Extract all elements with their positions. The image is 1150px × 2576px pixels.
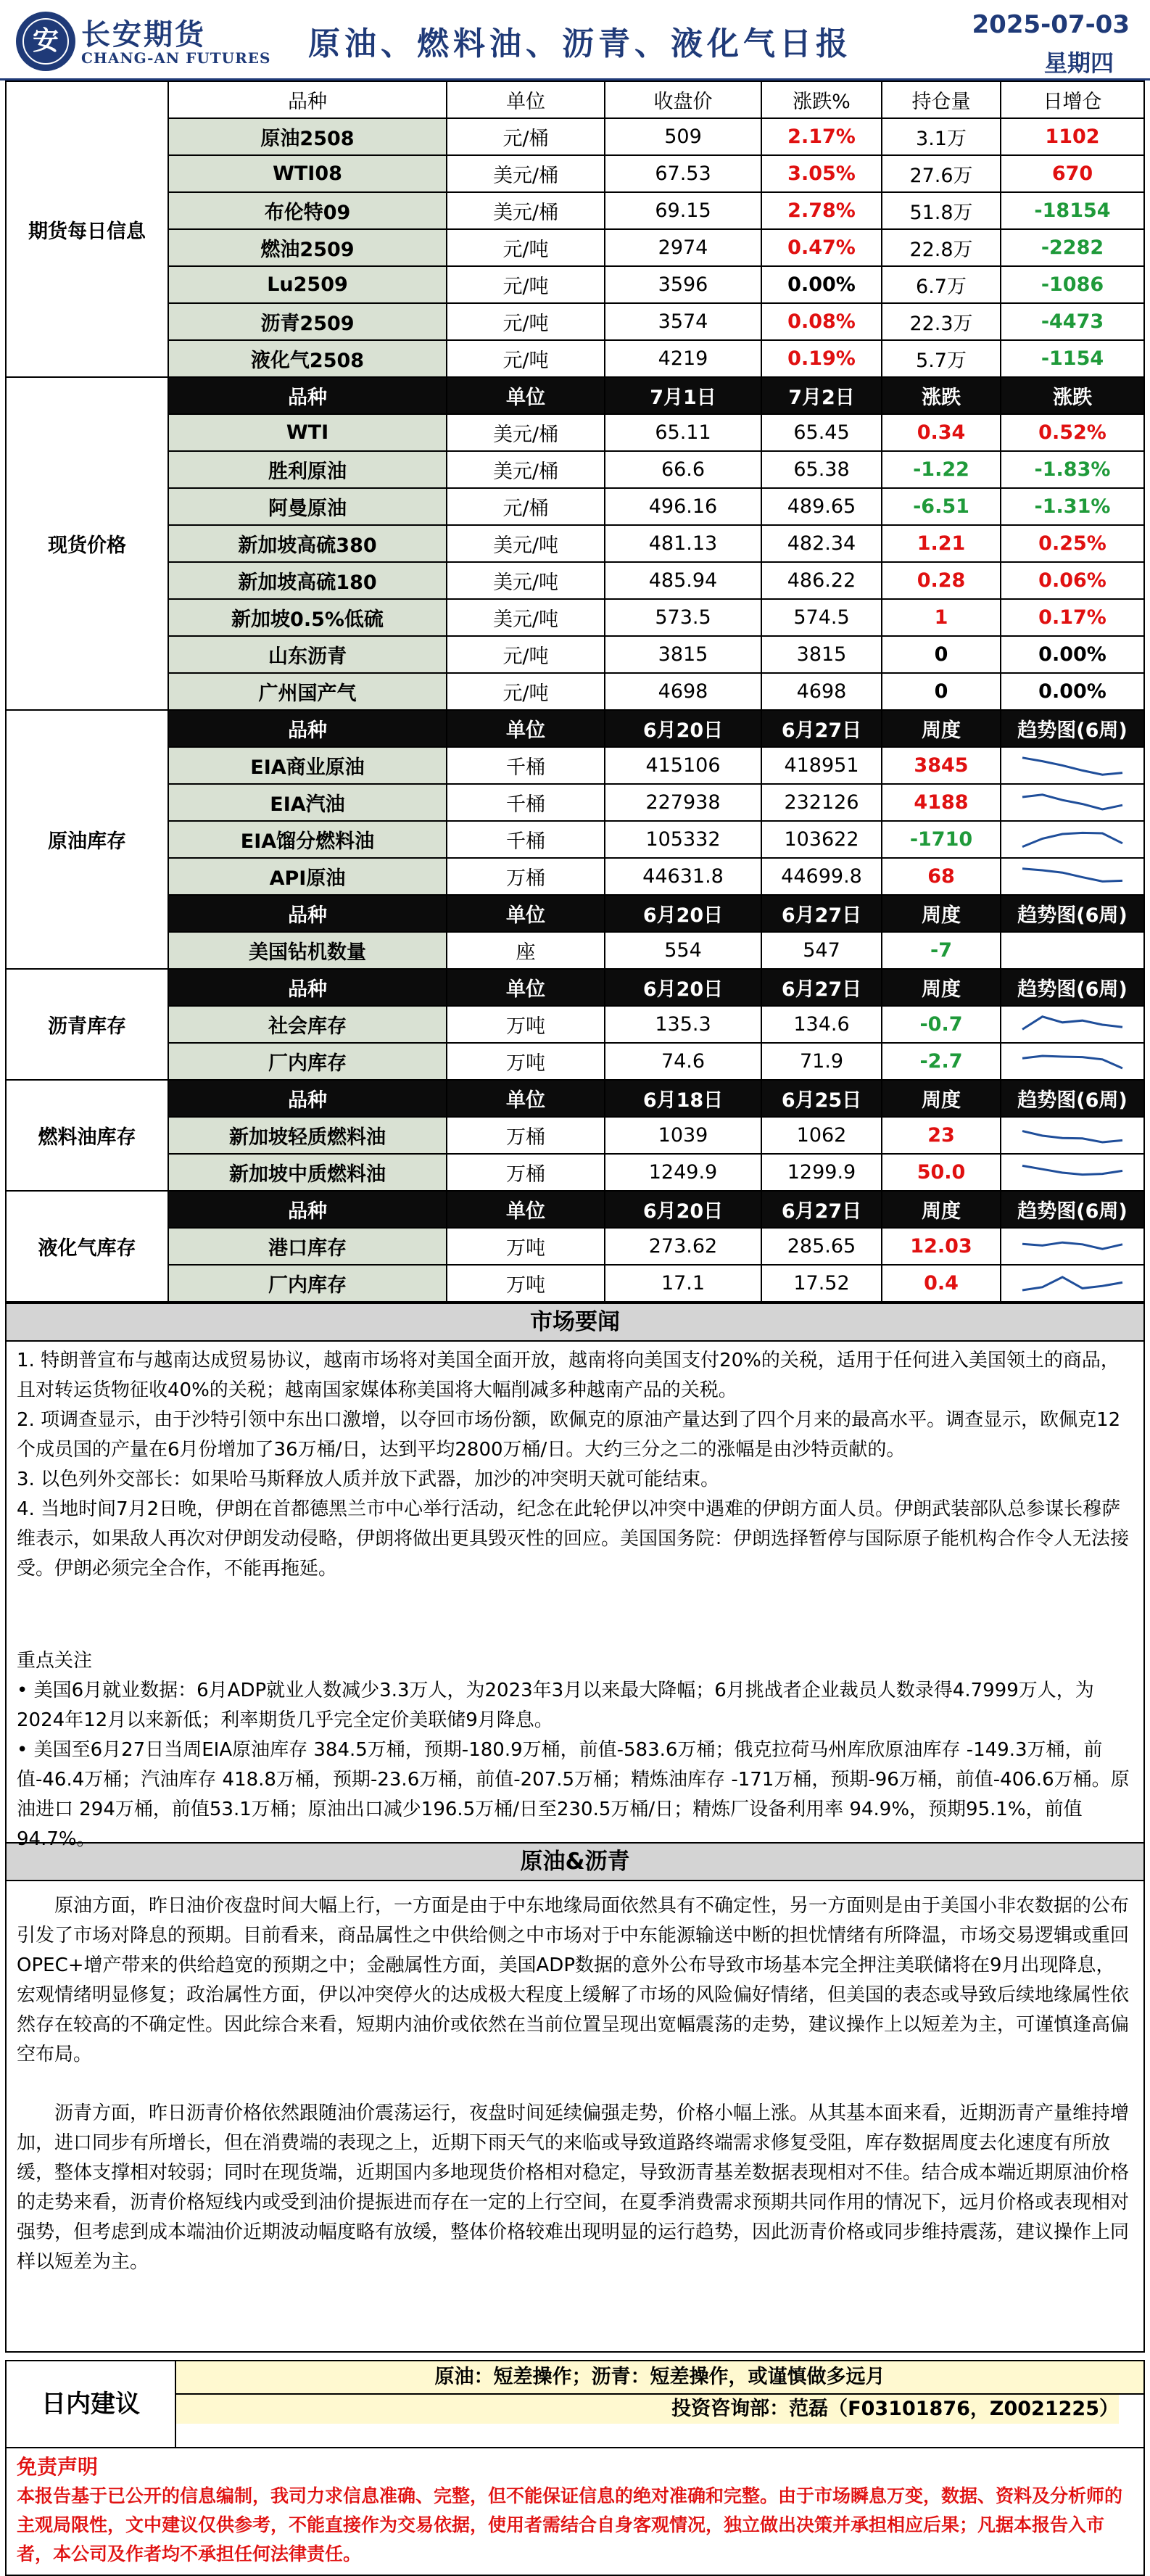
price-change: 0 — [882, 673, 1001, 710]
price-change: 0.34 — [882, 414, 1001, 451]
inventory-name: EIA汽油 — [168, 784, 447, 821]
unit-cell: 万桶 — [447, 1117, 605, 1154]
inventory-prev: 74.6 — [605, 1043, 761, 1080]
contract-name: 布伦特09 — [168, 192, 447, 229]
rig-count-name: 美国钻机数量 — [168, 932, 447, 969]
spot-name: 山东沥青 — [168, 636, 447, 673]
change-pct: 0.47% — [761, 229, 882, 266]
table-row — [6, 599, 1144, 636]
contract-name: 液化气2508 — [168, 340, 447, 377]
section-label: 沥青库存 — [6, 969, 168, 1080]
disclaimer-title: 免责声明 — [17, 2455, 99, 2479]
trend-line — [1022, 1056, 1122, 1068]
market-data-table — [5, 80, 1145, 1303]
table-row — [6, 747, 1144, 784]
weekly-change: -2.7 — [882, 1043, 1001, 1080]
unit-cell: 元/吨 — [447, 266, 605, 303]
inventory-name: API原油 — [168, 858, 447, 895]
header-cell: 趋势图(6周) — [1001, 969, 1144, 1006]
header-cell: 周度 — [882, 895, 1001, 932]
section-label: 燃料油库存 — [6, 1080, 168, 1191]
inventory-prev: 415106 — [605, 747, 761, 784]
spot-header-row — [6, 377, 1144, 414]
inventory-latest: 1062 — [761, 1117, 882, 1154]
unit-cell: 美元/吨 — [447, 525, 605, 562]
daily-oi-change: -18154 — [1001, 192, 1144, 229]
trend-sparkline — [1018, 788, 1127, 817]
rig-prev: 554 — [605, 932, 761, 969]
header-cell: 6月20日 — [605, 1191, 761, 1228]
header-cell: 6月27日 — [761, 895, 882, 932]
header-cell: 6月27日 — [761, 969, 882, 1006]
open-interest: 51.8万 — [882, 192, 1001, 229]
price-day1: 3815 — [605, 636, 761, 673]
news-item-2: 2. 项调查显示，由于沙特引领中东出口激增，以夺回市场份额，欧佩克的原油产量达到了四个月来的最高水平。调查显示，欧佩克12个成员国的产量在6月份增加了36万桶/日，达到平均2800万桶/日。大约三分之二的涨幅是由沙特贡献的。 — [17, 1409, 1121, 1461]
price-day2: 3815 — [761, 636, 882, 673]
price-change: -1.22 — [882, 451, 1001, 488]
news-item-3: 3. 以色列外交部长：如果哈马斯释放人质并放下武器，加沙的冲突明天就可能结束。 — [17, 1469, 720, 1490]
table-row — [6, 636, 1144, 673]
header-cell: 周度 — [882, 1080, 1001, 1117]
header-cell: 6月27日 — [761, 710, 882, 747]
table-row — [6, 1043, 1144, 1080]
table-row — [6, 414, 1144, 451]
header-cell: 单位 — [447, 1080, 605, 1117]
market-news-title: 市场要闻 — [5, 1303, 1145, 1342]
intraday-advice — [5, 2360, 1145, 2448]
unit-cell: 美元/桶 — [447, 192, 605, 229]
header-cell: 6月20日 — [605, 710, 761, 747]
header-cell: 涨跌 — [882, 377, 1001, 414]
header-cell: 涨跌 — [1001, 377, 1144, 414]
price-day1: 573.5 — [605, 599, 761, 636]
table-row — [6, 1154, 1144, 1191]
lpg_inv-header-row — [6, 1191, 1144, 1228]
weekly-change: 4188 — [882, 784, 1001, 821]
trend-sparkline — [1018, 1158, 1127, 1187]
trend-line — [1022, 1277, 1122, 1290]
focus-item-1: • 美国6月就业数据：6月ADP就业人数减少3.3万人，为2023年3月以来最大降幅；6月挑战者企业裁员人数录得4.7999万人，为2024年12月以来新低；利率期货几乎完全定价美联储9月降息。 — [17, 1680, 1094, 1731]
trend-cell — [1001, 1006, 1144, 1043]
inventory-name: 新加坡轻质燃料油 — [168, 1117, 447, 1154]
header-cell: 7月1日 — [605, 377, 761, 414]
price-day2: 489.65 — [761, 488, 882, 525]
inventory-latest: 232126 — [761, 784, 882, 821]
table-row — [6, 266, 1144, 303]
header-cell: 趋势图(6周) — [1001, 1191, 1144, 1228]
table-row — [6, 525, 1144, 562]
brand-name-cn: 长安期货 — [81, 18, 206, 51]
rig-latest: 547 — [761, 932, 882, 969]
open-interest: 3.1万 — [882, 118, 1001, 155]
unit-cell: 美元/吨 — [447, 599, 605, 636]
trend-sparkline — [1018, 862, 1127, 891]
advice-label: 日内建议 — [7, 2361, 176, 2447]
table-row — [6, 1006, 1144, 1043]
trend-sparkline — [1018, 1010, 1127, 1039]
weekly-change: -0.7 — [882, 1006, 1001, 1043]
change-pct: 0.19% — [761, 340, 882, 377]
trend-cell — [1001, 1043, 1144, 1080]
header-cell: 6月27日 — [761, 1191, 882, 1228]
contract-name: 沥青2509 — [168, 303, 447, 340]
inventory-name: EIA馏分燃料油 — [168, 821, 447, 858]
open-interest: 27.6万 — [882, 155, 1001, 192]
trend-line — [1022, 868, 1122, 881]
trend-line — [1022, 1131, 1122, 1142]
focus-title: 重点关注 — [17, 1650, 93, 1672]
header-cell: 品种 — [168, 710, 447, 747]
unit-cell: 美元/桶 — [447, 451, 605, 488]
contract-name: WTI08 — [168, 155, 447, 192]
daily-oi-change: 670 — [1001, 155, 1144, 192]
change-pct: 3.05% — [761, 155, 882, 192]
price-change-pct: 0.06% — [1001, 562, 1144, 599]
crude_inv-header-row — [6, 710, 1144, 747]
table-row — [6, 303, 1144, 340]
daily-oi-change: -1154 — [1001, 340, 1144, 377]
unit-cell: 美元/桶 — [447, 155, 605, 192]
unit-cell: 元/吨 — [447, 636, 605, 673]
weekly-change: 50.0 — [882, 1154, 1001, 1191]
unit-cell: 元/吨 — [447, 673, 605, 710]
advice-analyst: 投资咨询部：范磊（F03101876，Z0021225） — [176, 2395, 1119, 2424]
header-cell: 品种 — [168, 377, 447, 414]
unit-cell: 万桶 — [447, 1154, 605, 1191]
trend-line — [1022, 757, 1122, 774]
inventory-name: 港口库存 — [168, 1228, 447, 1265]
price-change-pct: -1.83% — [1001, 451, 1144, 488]
contract-name: Lu2509 — [168, 266, 447, 303]
unit-cell: 万桶 — [447, 858, 605, 895]
table-row — [6, 932, 1144, 969]
inventory-latest: 17.52 — [761, 1265, 882, 1302]
table-row — [6, 784, 1144, 821]
close-price: 3596 — [605, 266, 761, 303]
table-row — [6, 1228, 1144, 1265]
trend-cell — [1001, 821, 1144, 858]
close-price: 67.53 — [605, 155, 761, 192]
unit-cell: 千桶 — [447, 821, 605, 858]
price-day2: 65.45 — [761, 414, 882, 451]
price-day2: 574.5 — [761, 599, 882, 636]
weekly-change: 23 — [882, 1117, 1001, 1154]
table-row — [6, 673, 1144, 710]
inventory-latest: 1299.9 — [761, 1154, 882, 1191]
close-price: 4219 — [605, 340, 761, 377]
unit-cell: 元/吨 — [447, 340, 605, 377]
trend-cell-empty — [1001, 932, 1144, 969]
close-price: 69.15 — [605, 192, 761, 229]
news-item-4: 4. 当地时间7月2日晚，伊朗在首都德黑兰市中心举行活动，纪念在此轮伊以冲突中遇难的伊朗方面人员。伊朗武装部队总参谋长穆萨维表示，如果敌人再次对伊朗发动侵略，伊朗将做出更具毁灭性的回应。美国国务院：伊朗选择暂停与国际原子能机构合作令人无法接受。伊朗必须完全合作，不能再拖延。 — [17, 1498, 1130, 1580]
header-cell: 日增仓 — [1001, 81, 1144, 118]
table-row — [6, 451, 1144, 488]
spot-name: 胜利原油 — [168, 451, 447, 488]
inventory-prev: 227938 — [605, 784, 761, 821]
price-change-pct: 0.25% — [1001, 525, 1144, 562]
header-cell: 6月20日 — [605, 969, 761, 1006]
price-change: 1.21 — [882, 525, 1001, 562]
unit-cell: 万吨 — [447, 1265, 605, 1302]
inventory-prev: 44631.8 — [605, 858, 761, 895]
market-data-body — [6, 81, 1144, 1302]
header-cell: 持仓量 — [882, 81, 1001, 118]
inventory-latest: 103622 — [761, 821, 882, 858]
price-day1: 65.11 — [605, 414, 761, 451]
unit-cell: 万吨 — [447, 1228, 605, 1265]
header-cell: 单位 — [447, 1191, 605, 1228]
header-cell: 品种 — [168, 1191, 447, 1228]
trend-cell — [1001, 858, 1144, 895]
header-cell: 涨跌% — [761, 81, 882, 118]
inventory-latest: 285.65 — [761, 1228, 882, 1265]
spot-name: 新加坡高硫180 — [168, 562, 447, 599]
trend-cell — [1001, 1265, 1144, 1302]
daily-oi-change: -2282 — [1001, 229, 1144, 266]
header-cell: 周度 — [882, 1191, 1001, 1228]
daily-oi-change: -1086 — [1001, 266, 1144, 303]
change-pct: 0.00% — [761, 266, 882, 303]
unit-cell: 座 — [447, 932, 605, 969]
analysis-title: 原油&沥青 — [5, 1844, 1145, 1881]
market-news-box — [5, 1342, 1145, 1850]
unit-cell: 元/桶 — [447, 488, 605, 525]
asphalt_inv-header-row — [6, 969, 1144, 1006]
weekly-change: 0.4 — [882, 1265, 1001, 1302]
inventory-prev: 17.1 — [605, 1265, 761, 1302]
analysis-box — [5, 1881, 1145, 2353]
header-cell: 单位 — [447, 81, 605, 118]
inventory-prev: 1039 — [605, 1117, 761, 1154]
spot-name: 新加坡0.5%低硫 — [168, 599, 447, 636]
report-header — [0, 0, 1150, 80]
price-change: 1 — [882, 599, 1001, 636]
trend-line — [1022, 833, 1122, 846]
unit-cell: 元/吨 — [447, 303, 605, 340]
table-row — [6, 562, 1144, 599]
header-cell: 周度 — [882, 710, 1001, 747]
inventory-name: 社会库存 — [168, 1006, 447, 1043]
price-change-pct: 0.52% — [1001, 414, 1144, 451]
header-cell: 品种 — [168, 895, 447, 932]
contract-name: 燃油2509 — [168, 229, 447, 266]
price-day1: 485.94 — [605, 562, 761, 599]
trend-cell — [1001, 1154, 1144, 1191]
trend-sparkline — [1018, 1047, 1127, 1076]
disclaimer-box — [5, 2448, 1145, 2576]
inventory-name: 厂内库存 — [168, 1265, 447, 1302]
price-day2: 65.38 — [761, 451, 882, 488]
focus-item-2: • 美国至6月27日当周EIA原油库存 384.5万桶，预期-180.9万桶，前值-583.6万桶；俄克拉荷马州库欣原油库存 -149.3万桶，前值-46.4万桶；汽油库存 418.8万桶，预期-23.6万桶，前值-207.5万桶；精炼油库存 -171万桶，预期-96万桶，前值-406.6万桶。原油进口 294万桶，前值53.1万桶；原油出口减少196.5万桶/日至230.5万桶/日；精炼厂设备利用率 94.9%，预期95.1%，前值94.7%。 — [17, 1739, 1130, 1850]
table-row — [6, 229, 1144, 266]
table-row — [6, 1265, 1144, 1302]
weekly-change: 12.03 — [882, 1228, 1001, 1265]
header-cell: 趋势图(6周) — [1001, 710, 1144, 747]
price-change-pct: 0.17% — [1001, 599, 1144, 636]
section-label: 期货每日信息 — [6, 81, 168, 377]
inventory-name: 厂内库存 — [168, 1043, 447, 1080]
inventory-prev: 1249.9 — [605, 1154, 761, 1191]
header-cell: 品种 — [168, 1080, 447, 1117]
header-cell: 单位 — [447, 969, 605, 1006]
inventory-latest: 71.9 — [761, 1043, 882, 1080]
company-logo — [16, 12, 75, 71]
trend-sparkline — [1018, 751, 1127, 780]
trend-cell — [1001, 1228, 1144, 1265]
trend-line — [1022, 1016, 1122, 1029]
advice-strategy: 原油：短差操作；沥青：短差操作，或谨慎做多远月 — [176, 2361, 1143, 2395]
trend-line — [1022, 1242, 1122, 1249]
trend-sparkline — [1018, 1121, 1127, 1150]
header-cell: 单位 — [447, 377, 605, 414]
header-cell: 周度 — [882, 969, 1001, 1006]
header-cell: 6月18日 — [605, 1080, 761, 1117]
disclaimer-body: 本报告基于已公开的信息编制，我司力求信息准确、完整，但不能保证信息的绝对准确和完整。由于市场瞬息万变，数据、资料及分析师的主观局限性，文中建议仅供参考，不能直接作为交易依据，使用者需结合自身客观情况，独立做出决策并承担相应后果；凡据本报告入市者，本公司及作者均不承担任何法律责任。 — [17, 2485, 1123, 2564]
report-title: 原油、燃料油、沥青、液化气日报 — [308, 25, 852, 62]
open-interest: 22.8万 — [882, 229, 1001, 266]
weekly-change: 68 — [882, 858, 1001, 895]
inventory-prev: 273.62 — [605, 1228, 761, 1265]
fuel_inv-header-row — [6, 1080, 1144, 1117]
weekly-change: -1710 — [882, 821, 1001, 858]
news-item-1: 1. 特朗普宣布与越南达成贸易协议，越南市场将对美国全面开放，越南将向美国支付20%的关税，适用于任何进入美国领土的商品，且对转运货物征收40%的关税；越南国家媒体称美国将大幅削减多种越南产品的关税。 — [17, 1350, 1120, 1401]
price-day2: 486.22 — [761, 562, 882, 599]
price-change-pct: 0.00% — [1001, 636, 1144, 673]
change-pct: 0.08% — [761, 303, 882, 340]
rig-header-row — [6, 895, 1144, 932]
price-change-pct: 0.00% — [1001, 673, 1144, 710]
report-date: 2025-07-03 — [972, 10, 1130, 39]
section-label: 原油库存 — [6, 710, 168, 969]
spot-name: 新加坡高硫380 — [168, 525, 447, 562]
close-price: 3574 — [605, 303, 761, 340]
price-change-pct: -1.31% — [1001, 488, 1144, 525]
header-cell: 趋势图(6周) — [1001, 1080, 1144, 1117]
header-cell: 6月20日 — [605, 895, 761, 932]
inventory-prev: 135.3 — [605, 1006, 761, 1043]
table-row — [6, 192, 1144, 229]
logo-char: 安 — [32, 26, 59, 56]
spot-name: WTI — [168, 414, 447, 451]
unit-cell: 美元/桶 — [447, 414, 605, 451]
section-label: 液化气库存 — [6, 1191, 168, 1302]
table-row — [6, 155, 1144, 192]
inventory-latest: 44699.8 — [761, 858, 882, 895]
header-cell: 品种 — [168, 969, 447, 1006]
trend-sparkline — [1018, 1269, 1127, 1298]
price-day1: 4698 — [605, 673, 761, 710]
inventory-latest: 418951 — [761, 747, 882, 784]
price-change: 0.28 — [882, 562, 1001, 599]
price-day1: 481.13 — [605, 525, 761, 562]
trend-sparkline — [1018, 1232, 1127, 1261]
unit-cell: 美元/吨 — [447, 562, 605, 599]
unit-cell: 元/吨 — [447, 229, 605, 266]
trend-line — [1022, 794, 1122, 809]
trend-line — [1022, 1165, 1122, 1174]
inventory-name: EIA商业原油 — [168, 747, 447, 784]
unit-cell: 千桶 — [447, 747, 605, 784]
header-cell: 6月25日 — [761, 1080, 882, 1117]
price-day2: 4698 — [761, 673, 882, 710]
table-row — [6, 340, 1144, 377]
header-cell: 单位 — [447, 710, 605, 747]
spot-name: 广州国产气 — [168, 673, 447, 710]
inventory-prev: 105332 — [605, 821, 761, 858]
trend-cell — [1001, 747, 1144, 784]
spot-name: 阿曼原油 — [168, 488, 447, 525]
table-row — [6, 1117, 1144, 1154]
header-cell: 品种 — [168, 81, 447, 118]
section-label: 现货价格 — [6, 377, 168, 710]
unit-cell: 万吨 — [447, 1043, 605, 1080]
unit-cell: 千桶 — [447, 784, 605, 821]
table-row — [6, 858, 1144, 895]
weekly-change: 3845 — [882, 747, 1001, 784]
price-day1: 66.6 — [605, 451, 761, 488]
header-cell: 单位 — [447, 895, 605, 932]
contract-name: 原油2508 — [168, 118, 447, 155]
analysis-crude: 原油方面，昨日油价夜盘时间大幅上行，一方面是由于中东地缘局面依然具有不确定性，另一方面则是由于美国小非农数据的公布引发了市场对降息的预期。目前看来，商品属性之中供给侧之中市场对于中东能源输送中断的担忧情绪有所降温，市场交易逻辑或重回OPEC+增产带来的供给趋宽的预期之中；金融属性方面，美国ADP数据的意外公布导致市场基本完全押注美联储将在9月出现降息，宏观情绪明显修复；政治属性方面，伊以冲突停火的达成极大程度上缓解了市场的风险偏好情绪，但美国的表态或导致后续地缘属性依然存在较高的不确定性。因此综合来看，短期内油价或依然在当前位置呈现出宽幅震荡的走势，建议操作上以短差为主，可谨慎逢高偏空布局。 — [17, 1895, 1130, 2065]
close-price: 2974 — [605, 229, 761, 266]
trend-cell — [1001, 784, 1144, 821]
analysis-asphalt: 沥青方面，昨日沥青价格依然跟随油价震荡运行，夜盘时间延续偏强走势，价格小幅上涨。从其基本面来看，近期沥青产量维持增加，进口同步有所增长，但在消费端的表现之上，近期下雨天气的来临或导致道路终端需求修复受阻，库存数据周度去化速度有所放缓，整体支撑相对较弱；同时在现货端，近期国内多地现货价格相对稳定，导致沥青基差数据表现相对不佳。结合成本端近期原油价格的走势来看，沥青价格短线内或受到油价提振进而存在一定的上行空间，在夏季消费需求预期共同作用的情况下，远月价格或表现相对强势，但考虑到成本端油价近期波动幅度略有放缓，整体价格较难出现明显的运行趋势，因此沥青价格或同步维持震荡，建议操作上同样以短差为主。 — [17, 2102, 1130, 2273]
open-interest: 5.7万 — [882, 340, 1001, 377]
daily-oi-change: -4473 — [1001, 303, 1144, 340]
rig-weekly-change: -7 — [882, 932, 1001, 969]
inventory-name: 新加坡中质燃料油 — [168, 1154, 447, 1191]
daily-oi-change: 1102 — [1001, 118, 1144, 155]
price-day2: 482.34 — [761, 525, 882, 562]
unit-cell: 元/桶 — [447, 118, 605, 155]
brand-name-en: CHANG-AN FUTURES — [81, 49, 271, 67]
trend-sparkline — [1018, 825, 1127, 854]
header-cell: 趋势图(6周) — [1001, 895, 1144, 932]
report-weekday: 星期四 — [1043, 49, 1114, 77]
inventory-latest: 134.6 — [761, 1006, 882, 1043]
open-interest: 22.3万 — [882, 303, 1001, 340]
header-cell: 7月2日 — [761, 377, 882, 414]
table-row — [6, 488, 1144, 525]
price-change: -6.51 — [882, 488, 1001, 525]
table-row — [6, 821, 1144, 858]
open-interest: 6.7万 — [882, 266, 1001, 303]
trend-cell — [1001, 1117, 1144, 1154]
header-cell: 收盘价 — [605, 81, 761, 118]
change-pct: 2.17% — [761, 118, 882, 155]
change-pct: 2.78% — [761, 192, 882, 229]
price-day1: 496.16 — [605, 488, 761, 525]
table-row — [6, 118, 1144, 155]
futures-header-row — [6, 81, 1144, 118]
close-price: 509 — [605, 118, 761, 155]
price-change: 0 — [882, 636, 1001, 673]
unit-cell: 万吨 — [447, 1006, 605, 1043]
